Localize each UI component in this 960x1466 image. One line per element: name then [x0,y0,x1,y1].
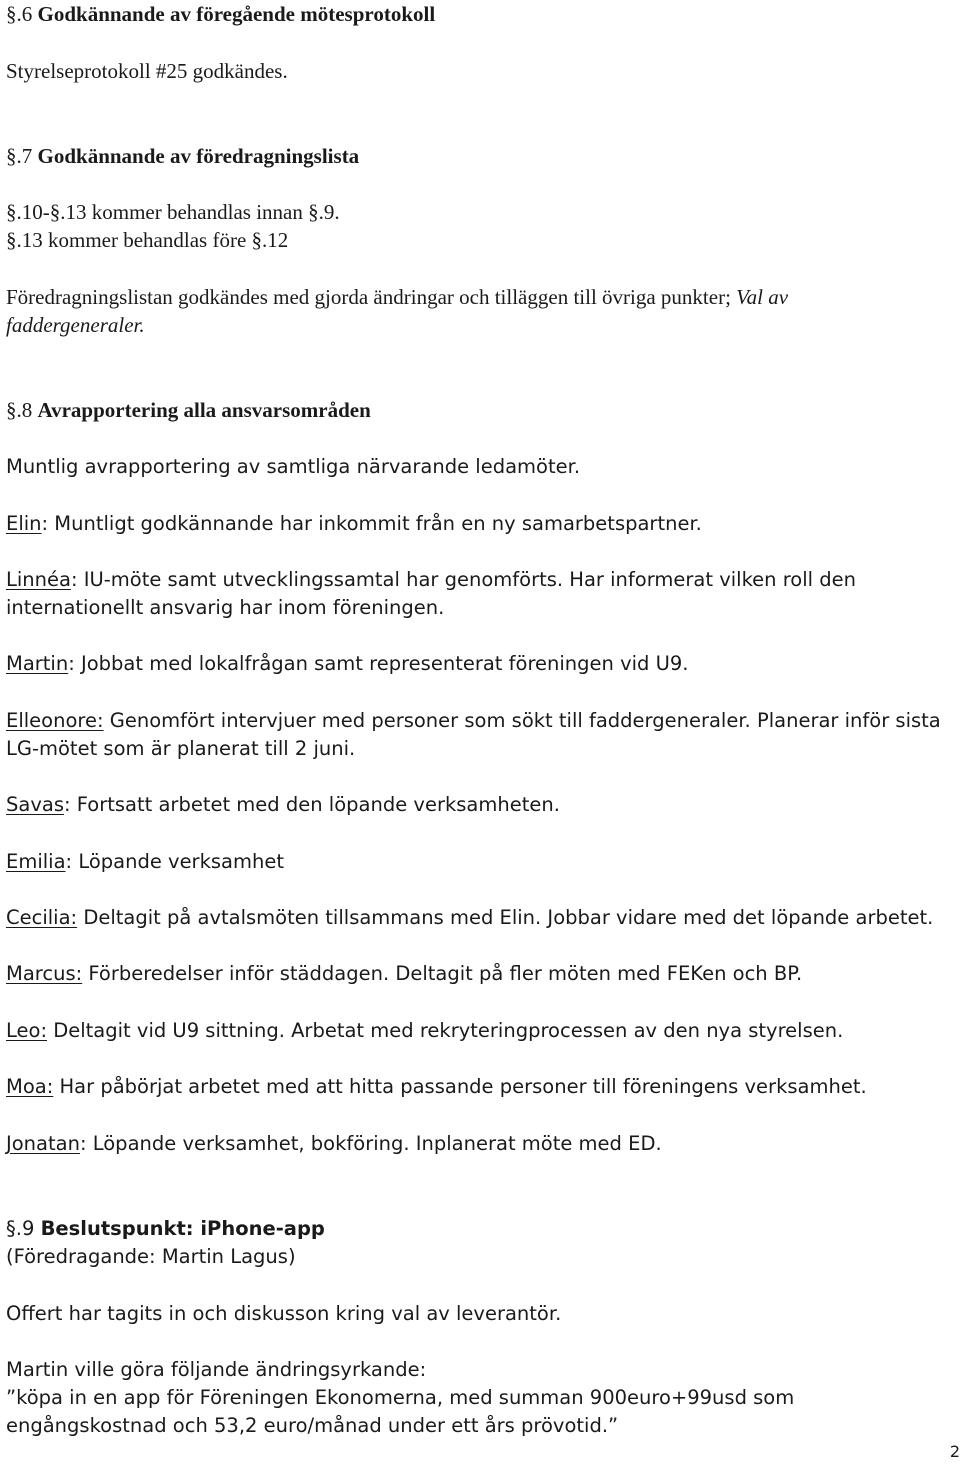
report-marcus [6,960,802,988]
report-jonatan: Jonatan: Löpande verksamhet, bokföring. Inplanerat möte med ED. [6,1132,662,1155]
report-text: Genomfört intervjuer med personer som sökt till faddergeneraler. Planerar inför sista [109,709,941,732]
section-6-body: Styrelseprotokoll #25 godkändes. [6,59,288,83]
report-martin: Martin: Jobbat med lokalfrågan samt representerat föreningen vid U9. [6,652,689,675]
report-text: Deltagit vid U9 sittning. Arbetat med rekryteringprocessen av den nya styrelsen. [53,1019,844,1042]
section-8-intro: Muntlig avrapportering av samtliga närvarande ledamöter. [6,455,581,478]
section-8-heading [6,396,371,424]
section-7-heading [6,142,359,170]
section-9-motion-line-2: engångskostnad och 53,2 euro/månad under ett års prövotid.” [6,1414,619,1437]
report-name: Martin [6,652,69,675]
report-elin: Elin: Muntligt godkännande har inkommit från en ny samarbetspartner. [6,512,702,535]
report-name: Savas [6,793,64,816]
section-9-title: Beslutspunkt: iPhone-app [40,1217,325,1240]
report-text: Förberedelser inför städdagen. Deltagit på fler möten med FEKen och BP. [88,962,803,985]
report-savas: Savas: Fortsatt arbetet med den löpande verksamheten. [6,793,560,816]
section-9-number: §.9 [6,1217,41,1240]
section-6-number: §.6 [6,2,33,26]
section-7-order-line-2: §.13 kommer behandlas före §.12 [6,228,289,252]
section-9-heading [6,1215,325,1243]
section-8-number: §.8 [6,398,33,422]
report-elleonore [6,707,941,735]
report-emilia: Emilia: Löpande verksamhet [6,850,284,873]
report-name: Emilia [6,850,66,873]
section-8-title: Avrapportering alla ansvarsområden [37,398,371,422]
section-7-body-italic-1: Val av [736,285,789,309]
section-6-heading [6,0,435,28]
report-name: Elin [6,512,42,535]
section-9-body: Offert har tagits in och diskusson kring val av leverantör. [6,1302,562,1325]
report-linnea-cont: internationellt ansvarig har inom föreningen. [6,596,445,619]
report-text: Löpande verksamhet, bokföring. Inplanerat möte med ED. [92,1132,662,1155]
section-7-body-line-1 [6,283,788,311]
report-name: Elleonore: [6,709,104,732]
report-name: Linnéa [6,568,71,591]
report-name: Moa: [6,1075,54,1098]
report-text: IU-möte samt utvecklingssamtal har genomförts. Har informerat vilken roll den [83,568,857,591]
report-linnea: Linnéa: IU-möte samt utvecklingssamtal har genomförts. Har informerat vilken roll den [6,568,857,591]
section-7-order-line-1: §.10-§.13 kommer behandlas innan §.9. [6,200,340,224]
section-9-motion-line-1: ”köpa in en app för Föreningen Ekonomerna, med summan 900euro+99usd som [6,1386,795,1409]
section-7-title: Godkännande av föredragningslista [37,144,360,168]
report-text: Jobbat med lokalfrågan samt representerat föreningen vid U9. [81,652,689,675]
report-name: Jonatan [6,1132,80,1155]
report-text: Löpande verksamhet [78,850,284,873]
section-9-presenter: (Föredragande: Martin Lagus) [6,1245,296,1268]
section-6-title: Godkännande av föregående mötesprotokoll [37,2,436,26]
report-text: Muntligt godkännande har inkommit från en ny samarbetspartner. [54,512,702,535]
report-name: Cecilia: [6,906,78,929]
report-name: Marcus: [6,962,83,985]
report-text: Deltagit på avtalsmöten tillsammans med Elin. Jobbar vidare med det löpande arbetet. [83,906,934,929]
section-7-body-italic-2: faddergeneraler. [6,313,145,337]
report-name: Leo: [6,1019,48,1042]
section-9-motion-intro: Martin ville göra följande ändringsyrkande: [6,1358,427,1381]
report-leo [6,1017,843,1045]
report-cecilia [6,904,933,932]
report-text: Har påbörjat arbetet med att hitta passande personer till föreningens verksamhet. [59,1075,867,1098]
report-text: Fortsatt arbetet med den löpande verksamheten. [76,793,560,816]
section-7-number: §.7 [6,144,33,168]
report-moa [6,1073,867,1101]
report-elleonore-cont: LG-mötet som är planerat till 2 juni. [6,737,356,760]
page-number: 2 [949,1442,960,1461]
section-7-body-text: Föredragningslistan godkändes med gjorda ändringar och tilläggen till övriga punkter; [6,285,737,309]
